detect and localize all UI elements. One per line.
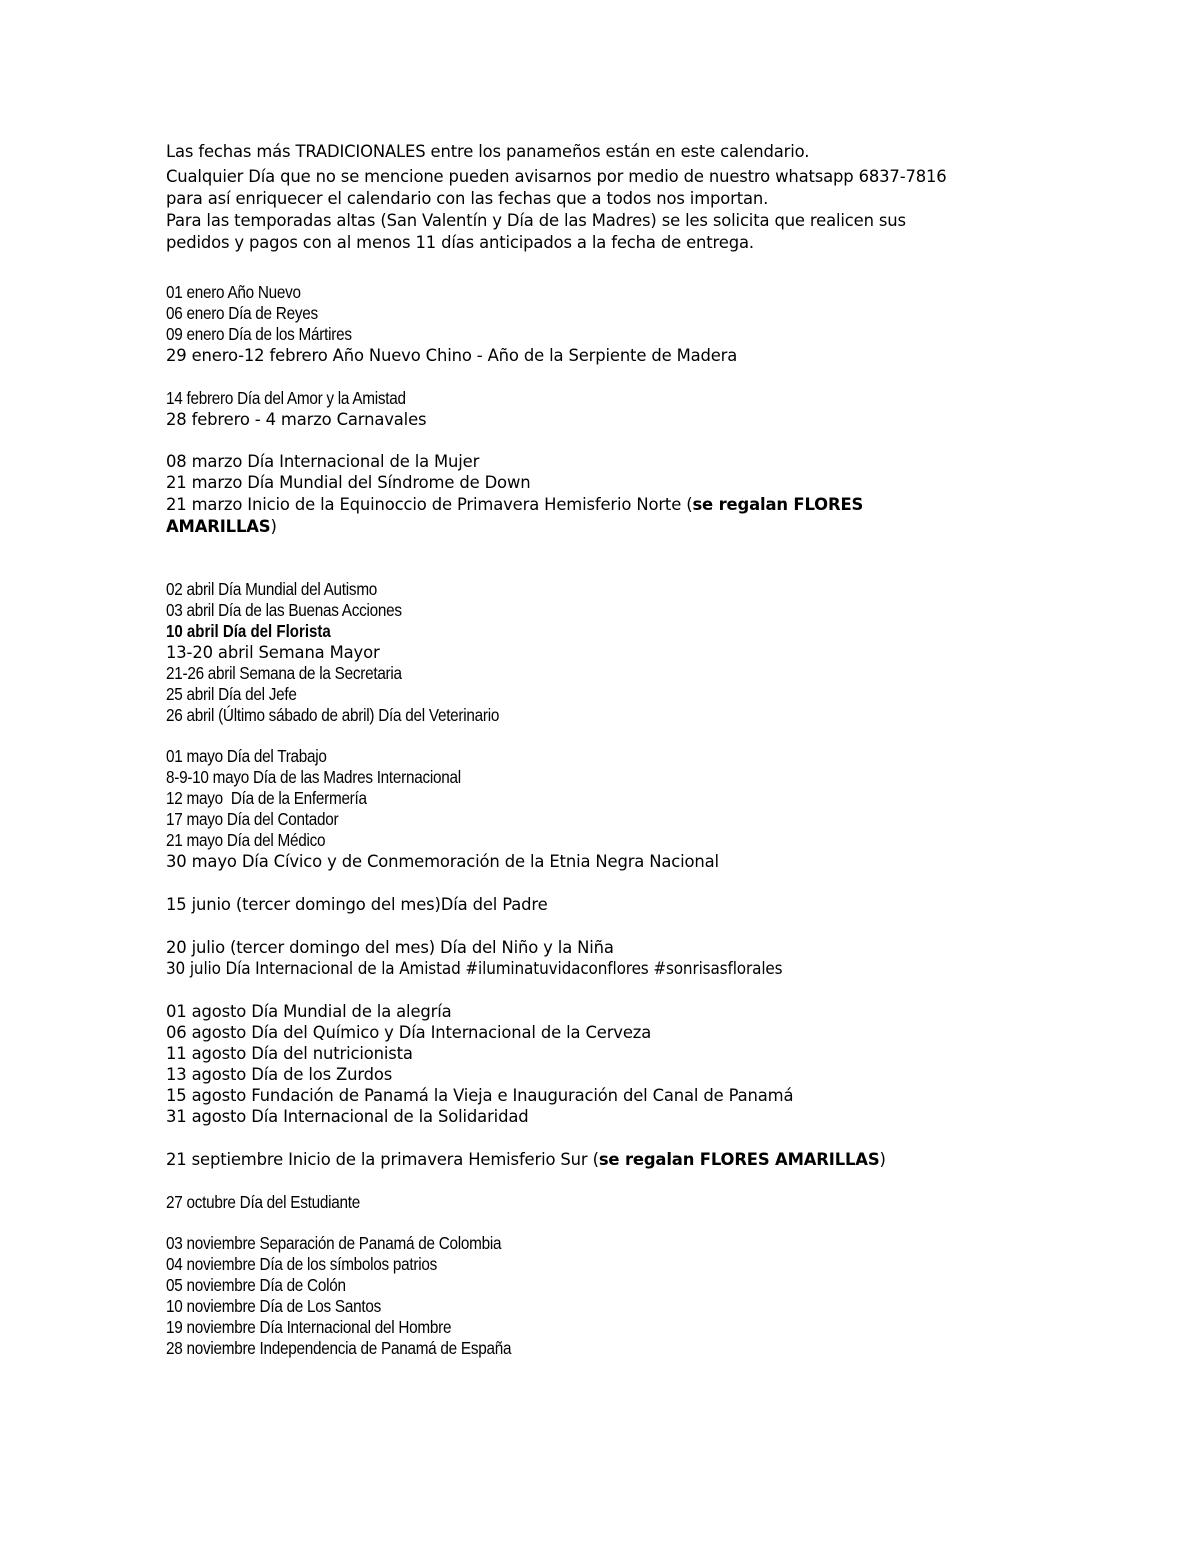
calendar-entry (166, 1296, 1046, 1317)
calendar-entry (166, 388, 1046, 409)
entry-highlight: se regalan FLORES AMARILLAS (598, 1150, 880, 1169)
entry-text: 09 enero Día de los Mártires (166, 324, 352, 344)
entry-text: 01 enero Año Nuevo (166, 282, 301, 302)
calendar-entry: 01 agosto Día Mundial de la alegría (166, 1002, 452, 1021)
entry-text: 21-26 abril Semana de la Secretaria (166, 663, 402, 683)
calendar-entry: 29 enero-12 febrero Año Nuevo Chino - Año de la Serpiente de Madera (166, 346, 738, 365)
intro-line: para así enriquecer el calendario con las fechas que a todos nos importan. (166, 189, 769, 208)
entry-text: ) (879, 1150, 886, 1169)
intro-line: Para las temporadas altas (San Valentín y Día de las Madres) se les solicita que realicen sus (166, 211, 906, 230)
document-page (166, 140, 1046, 1359)
entry-text: 06 enero Día de Reyes (166, 303, 318, 323)
entry-text: 30 julio Día Internacional de la Amistad #iluminatuvidaconflores #sonrisasflorales (166, 959, 783, 978)
entry-text: 14 febrero Día del Amor y la Amistad (166, 388, 406, 408)
intro-line: Cualquier Día que no se mencione pueden avisarnos por medio de nuestro whatsapp 6837-7816 (166, 167, 947, 186)
calendar-entry (166, 1254, 1046, 1275)
entry-text: 12 mayo Día de la Enfermería (166, 788, 367, 808)
entry-text: 27 octubre Día del Estudiante (166, 1192, 360, 1212)
calendar-entry: 08 marzo Día Internacional de la Mujer (166, 452, 480, 471)
calendar-entry: 20 julio (tercer domingo del mes) Día del Niño y la Niña (166, 938, 614, 957)
entry-text: 25 abril Día del Jefe (166, 684, 297, 704)
calendar-entry (166, 282, 1046, 303)
entry-text: 04 noviembre Día de los símbolos patrios (166, 1254, 438, 1274)
calendar-entry (166, 1317, 1046, 1338)
intro-line: pedidos y pagos con al menos 11 días anticipados a la fecha de entrega. (166, 233, 754, 252)
calendar-entry (166, 684, 1046, 705)
entry-text: 21 marzo Inicio de la Equinoccio de Primavera Hemisferio Norte ( (166, 495, 693, 514)
calendar-entry (166, 746, 1046, 767)
calendar-entry (166, 663, 1046, 684)
calendar-entry: 15 agosto Fundación de Panamá la Vieja e Inauguración del Canal de Panamá (166, 1086, 794, 1105)
calendar-entry (166, 600, 1046, 621)
entry-highlight: se regalan FLORES (692, 495, 864, 514)
entry-text: 17 mayo Día del Contador (166, 809, 339, 829)
calendar-entry (166, 1149, 1046, 1170)
calendar-entry (166, 324, 1046, 345)
intro-line: Las fechas más TRADICIONALES entre los panameños están en este calendario. (166, 142, 810, 161)
calendar-entry (166, 1233, 1046, 1254)
entry-text: 28 noviembre Independencia de Panamá de España (166, 1338, 512, 1358)
entry-highlight: 10 abril Día del Florista (166, 621, 331, 641)
entry-text: 05 noviembre Día de Colón (166, 1275, 346, 1295)
entry-text: 03 noviembre Separación de Panamá de Colombia (166, 1233, 502, 1253)
calendar-entry: 06 agosto Día del Químico y Día Internacional de la Cerveza (166, 1023, 652, 1042)
entry-text: 02 abril Día Mundial del Autismo (166, 579, 378, 599)
entry-highlight: AMARILLAS (166, 517, 271, 536)
calendar-entry (166, 579, 1046, 600)
calendar-entry: 11 agosto Día del nutricionista (166, 1044, 413, 1063)
calendar-entry: 30 mayo Día Cívico y de Conmemoración de la Etnia Negra Nacional (166, 852, 719, 871)
calendar-entry: 21 marzo Día Mundial del Síndrome de Down (166, 473, 531, 492)
calendar-entry (166, 516, 1046, 537)
entry-text: 8-9-10 mayo Día de las Madres Internacional (166, 767, 461, 787)
entry-text: 26 abril (Último sábado de abril) Día del Veterinario (166, 705, 500, 725)
entry-text: 03 abril Día de las Buenas Acciones (166, 600, 402, 620)
entry-text: ) (270, 517, 277, 536)
calendar-entry (166, 705, 1046, 726)
calendar-entry (166, 493, 1046, 516)
entry-text: 19 noviembre Día Internacional del Hombre (166, 1317, 452, 1337)
calendar-entry (166, 303, 1046, 324)
calendar-entry (166, 621, 1046, 642)
calendar-entry (166, 1275, 1046, 1296)
entry-text: 21 septiembre Inicio de la primavera Hemisferio Sur ( (166, 1150, 599, 1169)
calendar-entry (166, 809, 1046, 830)
calendar-entry (166, 1192, 1046, 1213)
calendar-entry: 13-20 abril Semana Mayor (166, 643, 380, 662)
entry-text: 21 mayo Día del Médico (166, 830, 326, 850)
calendar-entry (166, 830, 1046, 851)
calendar-entry (166, 767, 1046, 788)
calendar-entry (166, 1338, 1046, 1359)
entry-text: 01 mayo Día del Trabajo (166, 746, 327, 766)
calendar-entry (166, 958, 1046, 979)
calendar-entry: 28 febrero - 4 marzo Carnavales (166, 410, 427, 429)
calendar-entry: 13 agosto Día de los Zurdos (166, 1065, 393, 1084)
calendar-entry (166, 788, 1046, 809)
entry-text: 10 noviembre Día de Los Santos (166, 1296, 381, 1316)
calendar-entry: 31 agosto Día Internacional de la Solidaridad (166, 1107, 529, 1126)
calendar-entry: 15 junio (tercer domingo del mes)Día del Padre (166, 895, 548, 914)
